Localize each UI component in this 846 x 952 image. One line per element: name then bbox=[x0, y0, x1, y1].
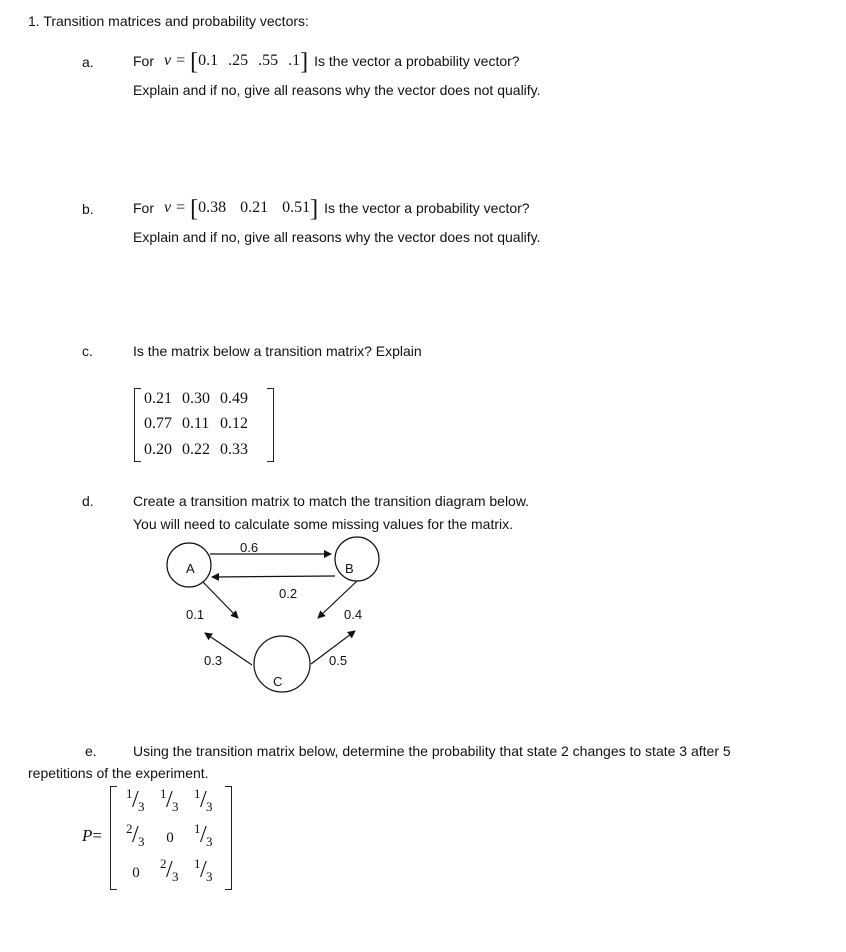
matrix-cell: 0.12 bbox=[220, 415, 248, 433]
vector-left-bracket: [ bbox=[190, 49, 199, 75]
edge-b-to-a bbox=[212, 576, 335, 577]
matrix-p-label bbox=[82, 826, 102, 846]
matrix-cell bbox=[153, 786, 187, 821]
part-a-for: For bbox=[133, 53, 154, 69]
vector-right-bracket: ] bbox=[310, 196, 319, 222]
fraction: 1 / 3 bbox=[160, 786, 179, 814]
matrix-cell bbox=[187, 786, 221, 821]
prob-c-to-a: 0.3 bbox=[204, 653, 223, 668]
matrix-right-bracket bbox=[225, 786, 232, 890]
vector-element: 0.38 bbox=[198, 199, 227, 216]
part-e-line1: Using the transition matrix below, determine the probability that state 2 changes to state 3 after 5 bbox=[133, 743, 731, 759]
matrix-cell bbox=[187, 821, 221, 856]
fraction: 1 / 3 bbox=[126, 786, 145, 814]
vector-element: .25 bbox=[228, 52, 249, 69]
matrix-cell: 0.77 bbox=[144, 415, 172, 433]
part-c-label: c. bbox=[82, 343, 93, 359]
part-b-var: v bbox=[164, 199, 172, 216]
part-b-eq: = bbox=[176, 199, 186, 216]
node-b-label: B bbox=[345, 561, 354, 576]
part-c-question: Is the matrix below a transition matrix? Explain bbox=[133, 343, 422, 359]
vector-right-bracket: ] bbox=[300, 49, 309, 75]
part-d-line1: Create a transition matrix to match the transition diagram below. bbox=[133, 493, 530, 509]
vector-element: 0.51 bbox=[282, 199, 311, 216]
fraction: 1 / 3 bbox=[194, 786, 213, 814]
matrix-cell: 0.20 bbox=[144, 440, 172, 458]
matrix-cell: 0.33 bbox=[220, 440, 248, 458]
part-d-label: d. bbox=[82, 493, 94, 509]
matrix-eq: = bbox=[92, 826, 102, 845]
part-b-explain: Explain and if no, give all reasons why the vector does not qualify. bbox=[133, 229, 541, 245]
part-a-explain: Explain and if no, give all reasons why the vector does not qualify. bbox=[133, 82, 541, 98]
vector-element: 0.1 bbox=[198, 52, 219, 69]
part-b-label: b. bbox=[82, 201, 94, 217]
node-a-label: A bbox=[186, 561, 195, 576]
prob-a-to-b: 0.6 bbox=[240, 540, 259, 555]
matrix-cell bbox=[119, 786, 153, 821]
matrix-row bbox=[119, 821, 221, 856]
part-e-line2: repetitions of the experiment. bbox=[28, 765, 209, 781]
part-a-eq: = bbox=[176, 52, 186, 69]
matrix-cell bbox=[187, 856, 221, 891]
node-c-label: C bbox=[273, 674, 283, 689]
matrix-cell bbox=[119, 821, 153, 856]
part-e-label: e. bbox=[85, 743, 97, 759]
part-a-var: v bbox=[164, 52, 172, 69]
matrix-cell: 0.30 bbox=[182, 389, 210, 407]
vector-element: .55 bbox=[258, 52, 279, 69]
node-b-circle bbox=[335, 537, 379, 581]
matrix-row bbox=[119, 786, 221, 821]
matrix-cell: 0 bbox=[166, 830, 174, 846]
part-b-question: Is the vector a probability vector? bbox=[324, 200, 530, 216]
matrix-name: P bbox=[82, 826, 93, 845]
fraction: 2 / 3 bbox=[160, 856, 179, 884]
vector-element: .1 bbox=[288, 52, 301, 69]
vector-element: 0.21 bbox=[240, 199, 269, 216]
fraction: 2 / 3 bbox=[126, 821, 145, 849]
matrix-cell: 0.11 bbox=[182, 415, 210, 433]
edge-a-to-c bbox=[203, 582, 238, 618]
matrix-cell bbox=[153, 856, 187, 891]
matrix-cell: 0.21 bbox=[144, 389, 172, 407]
prob-b-to-a: 0.2 bbox=[279, 586, 298, 601]
matrix-cell: 0 bbox=[132, 865, 140, 881]
part-e-matrix bbox=[110, 784, 232, 890]
fraction: 1 / 3 bbox=[194, 856, 213, 884]
section-heading: 1. Transition matrices and probability vectors: bbox=[28, 13, 309, 29]
prob-a-to-c: 0.1 bbox=[186, 607, 205, 622]
vector-left-bracket: [ bbox=[190, 196, 199, 222]
part-d-line2: You will need to calculate some missing values for the matrix. bbox=[133, 516, 513, 532]
matrix-cell: 0.22 bbox=[182, 440, 210, 458]
prob-b-to-c: 0.4 bbox=[344, 607, 363, 622]
part-b-for: For bbox=[133, 200, 154, 216]
fraction: 1 / 3 bbox=[194, 821, 213, 849]
part-a-label: a. bbox=[82, 54, 94, 70]
matrix-left-bracket bbox=[110, 786, 117, 890]
matrix-row bbox=[119, 856, 221, 891]
prob-c-to-b: 0.5 bbox=[329, 653, 348, 668]
matrix-cell: 0.49 bbox=[220, 389, 248, 407]
part-a-question: Is the vector a probability vector? bbox=[314, 53, 520, 69]
